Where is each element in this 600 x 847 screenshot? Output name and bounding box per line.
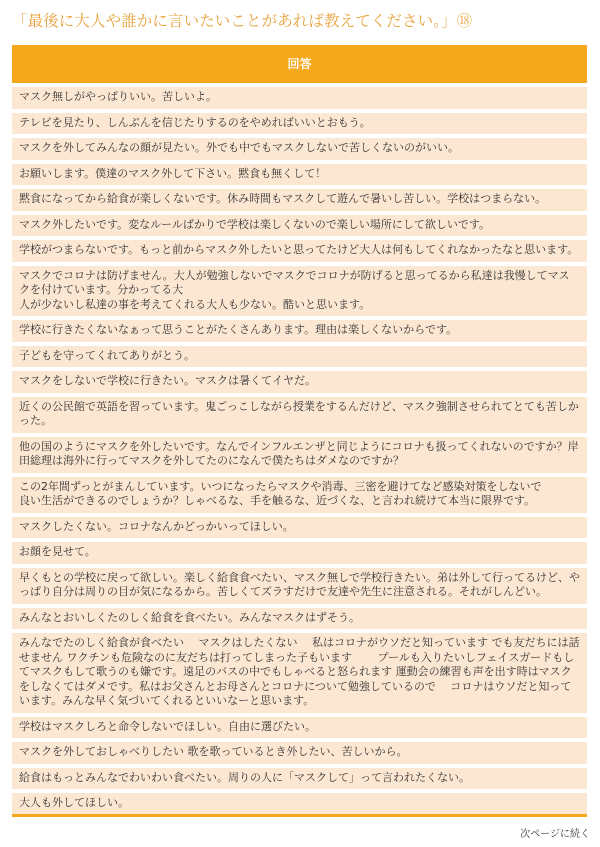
table-row: この2年間ずっとがまんしています。いつになったらマスクや消毒、三密を避けてなど感染対策をしないで 良い生活ができるのでしょうか？しゃべるな、手を触るな、近づくな、と言われ続けて本当に限界です。: [12, 477, 587, 513]
table-row: 他の国のようにマスクを外したいです。なんでインフルエンザと同じようにコロナも扱ってくれないのですか？岸田総理は海外に行ってマスクを外してたのになんで僕たちはダメなのですか？: [12, 437, 587, 473]
table-row: 大人も外してほしい。: [12, 793, 587, 815]
table-row: 学校はマスクしろと命令しないでほしい。自由に選びたい。: [12, 717, 587, 739]
table-row: 黙食になってから給食が楽しくないです。休み時間もマスクして遊んで暑いし苦しい。学校はつまらない。: [12, 189, 587, 211]
table-row: お願いします。僕達のマスク外して下さい。黙食も無くして！: [12, 164, 587, 186]
table-row: テレビを見たり、しんぶんを信じたりするのをやめればいいとおもう。: [12, 113, 587, 135]
table-row: マスクでコロナは防げません。大人が勉強しないでマスクでコロナが防げると思ってるから私達は我慢してマスクを付けています。分かってる大 人が少ないし私達の事を考えてくれる大人も少ない。酷いと思います。: [12, 266, 587, 317]
table-row: みんなでたのしく給食が食べたい マスクはしたくない 私はコロナがウソだと知っています でも友だちには話せません ワクチンも危険なのに友だちは打ってしまった子もいます プールも入りたいしフェイスガードもしてマスクもして歌うのも嫌です。遠足のバスの中でもしゃべると怒られます 運動会の練習も声を出す時はマスクをしなくてはダメです。私はお父さんとお母さんとコロナについて勉強しているので コロナはウソだと知っています。みんな早く気づいてくれるといいなーと思います。: [12, 633, 587, 713]
page-title: 「最後に大人や誰かに言いたいことがあれば教えてください。」⑱: [12, 12, 473, 30]
footer-divider: [12, 814, 587, 817]
table-row: 早くもとの学校に戻って欲しい。楽しく給食食べたい、マスク無しで学校行きたい。弟は外して行ってるけど、やっぱり自分は周りの目が気になるから。苦しくてズラすだけで友達や先生に注意される。それがしんどい。: [12, 568, 587, 604]
table-row: マスクを外しておしゃべりしたい 歌を歌っているとき外したい、苦しいから。: [12, 742, 587, 764]
table-body: [12, 87, 587, 815]
table-row: マスク外したいです。変なルールばかりで学校は楽しくないので楽しい場所にして欲しいです。: [12, 215, 587, 237]
table-row: 近くの公民館で英語を習っています。鬼ごっこしながら授業をするんだけど、マスク強制させられてとても苦しかった。: [12, 397, 587, 433]
table-row: 学校がつまらないです。もっと前からマスク外したいと思ってたけど大人は何もしてくれなかったなと思います。: [12, 240, 587, 262]
table-row: 子どもを守ってくれてありがとう。: [12, 346, 587, 368]
next-page-note: 次ページに続く: [520, 829, 590, 840]
table-row: マスクをしないで学校に行きたい。マスクは暑くてイヤだ。: [12, 371, 587, 393]
table-row: マスクを外してみんなの顔が見たい。外でも中でもマスクしないで苦しくないのがいい。: [12, 138, 587, 160]
table-row: 学校に行きたくないなぁって思うことがたくさんあります。理由は楽しくないからです。: [12, 320, 587, 342]
table-header: 回答: [12, 45, 587, 83]
table-row: マスクしたくない。コロナなんかどっかいってほしい。: [12, 517, 587, 539]
table-row: みんなとおいしくたのしく給食を食べたい。みんなマスクはずそう。: [12, 608, 587, 630]
table-row: お顔を見せて。: [12, 542, 587, 564]
table-row: マスク無しがやっぱりいい。苦しいよ。: [12, 87, 587, 109]
table-row: 給食はもっとみんなでわいわい食べたい。周りの人に「マスクして」って言われたくない。: [12, 768, 587, 790]
answers-table: [12, 45, 587, 819]
